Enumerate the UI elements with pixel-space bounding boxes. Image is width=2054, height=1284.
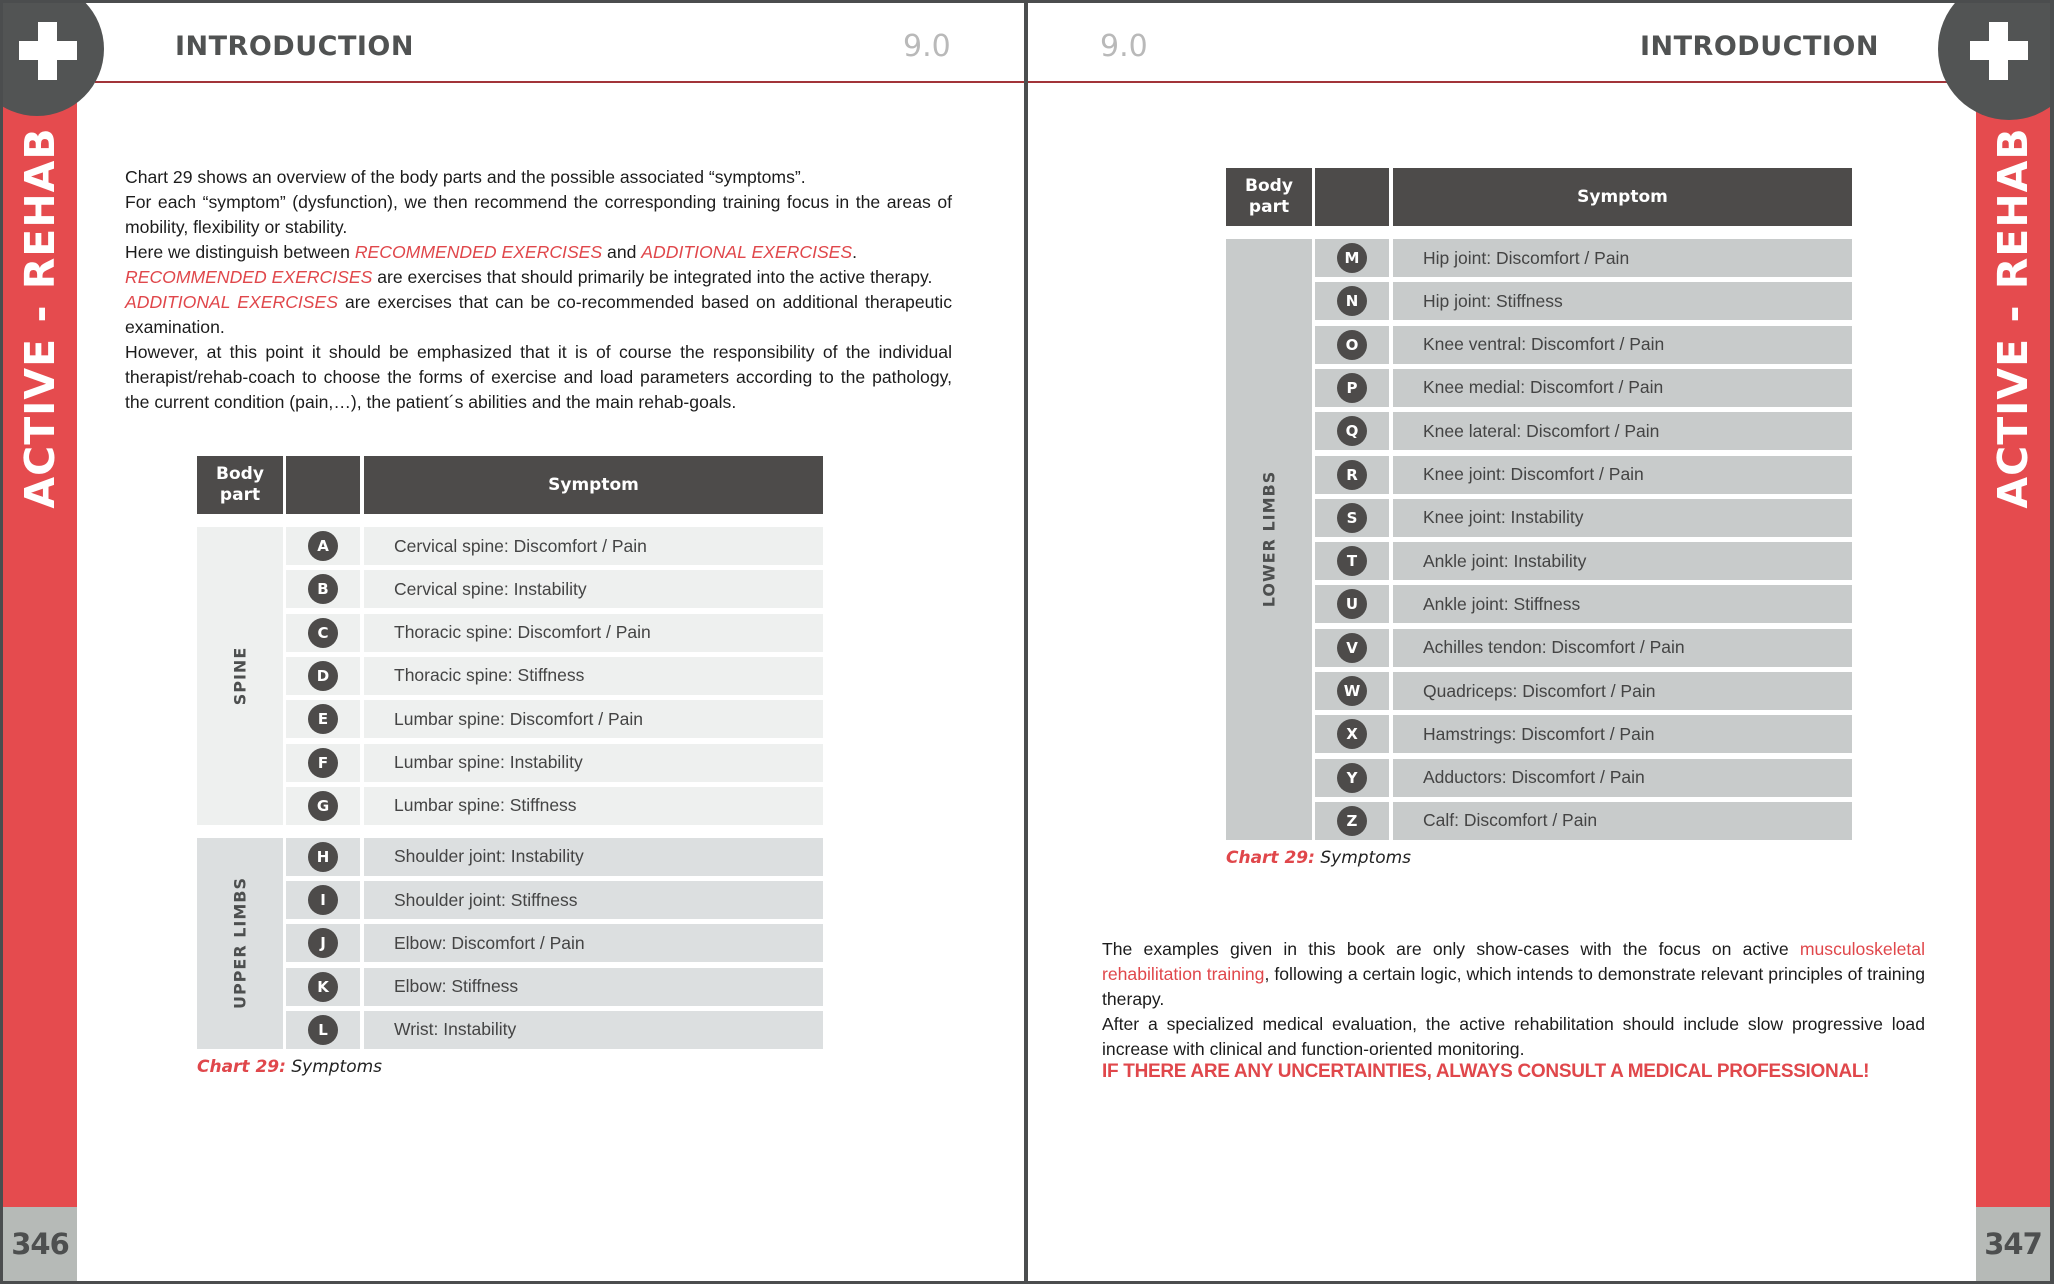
symptom-cell: Elbow: Discomfort / Pain — [364, 924, 823, 962]
caption-text: Symptoms — [285, 1057, 383, 1077]
table-row — [197, 924, 823, 962]
section-number: 9.0 — [903, 29, 951, 64]
letter-badge: Y — [1337, 763, 1367, 793]
table-row — [197, 700, 823, 738]
table-row — [197, 570, 823, 608]
letter-cell — [286, 657, 360, 695]
letter-cell — [286, 787, 360, 825]
text: Here we distinguish between — [125, 242, 355, 262]
additional-exercises-term: ADDITIONAL EXERCISES — [641, 242, 853, 262]
letter-badge: V — [1337, 633, 1367, 663]
letter-cell — [1315, 412, 1389, 450]
letter-badge: D — [308, 661, 338, 691]
symptom-cell: Hamstrings: Discomfort / Pain — [1393, 715, 1852, 753]
letter-cell — [286, 614, 360, 652]
paragraph — [125, 240, 952, 265]
table-row — [1226, 629, 1852, 667]
table-row — [1226, 239, 1852, 277]
caption-text: Symptoms — [1314, 847, 1412, 868]
symptom-cell: Knee ventral: Discomfort / Pain — [1393, 326, 1852, 364]
table-row — [1226, 802, 1852, 840]
section-title: INTRODUCTION — [175, 31, 414, 62]
letter-cell — [286, 1011, 360, 1049]
side-label: ACTIVE - REHAB — [1989, 127, 2037, 509]
letter-badge: J — [308, 928, 338, 958]
side-strip — [1976, 3, 2050, 1281]
symptom-cell: Shoulder joint: Stiffness — [364, 881, 823, 919]
symptom-cell: Wrist: Instability — [364, 1011, 823, 1049]
text: , following a certain logic, which intends to demonstrate relevant principles of training therapy. — [1102, 964, 1926, 1009]
letter-cell — [286, 527, 360, 565]
page-number: 346 — [3, 1207, 77, 1281]
paragraph: Chart 29 shows an overview of the body parts and the possible associated “symptoms”. — [125, 167, 806, 187]
letter-badge: I — [308, 885, 338, 915]
letter-cell — [1315, 542, 1389, 580]
letter-cell — [1315, 282, 1389, 320]
paragraph — [1102, 937, 1925, 1012]
table-row — [1226, 759, 1852, 797]
musculoskeletal-term: musculoskeletal rehabilitation training — [1102, 939, 1925, 984]
symptom-cell: Knee joint: Discomfort / Pain — [1393, 456, 1852, 494]
header-body-part: Body part — [1226, 168, 1312, 226]
letter-badge: W — [1337, 676, 1367, 706]
section-number: 9.0 — [1100, 29, 1148, 64]
letter-badge: T — [1337, 546, 1367, 576]
symptom-cell: Adductors: Discomfort / Pain — [1393, 759, 1852, 797]
side-strip — [3, 3, 77, 1281]
header-body-part: Body part — [197, 456, 283, 514]
text: and — [602, 242, 642, 262]
symptom-cell: Knee medial: Discomfort / Pain — [1393, 369, 1852, 407]
letter-cell — [1315, 802, 1389, 840]
text: . — [852, 242, 858, 262]
symptom-cell: Calf: Discomfort / Pain — [1393, 802, 1852, 840]
table-caption — [197, 1057, 382, 1077]
body-part-group — [1226, 239, 1852, 840]
header-letter — [1315, 168, 1389, 226]
symptom-cell: Shoulder joint: Instability — [364, 838, 823, 876]
recommended-exercises-term: RECOMMENDED EXERCISES — [354, 242, 603, 262]
table-row — [197, 1011, 823, 1049]
symptom-cell: Hip joint: Stiffness — [1393, 282, 1852, 320]
table-row — [1226, 456, 1852, 494]
table-row — [1226, 412, 1852, 450]
body-part-label: LOWER LIMBS — [1259, 471, 1279, 608]
page-number: 347 — [1976, 1207, 2050, 1281]
table-row — [1226, 542, 1852, 580]
symptom-cell: Achilles tendon: Discomfort / Pain — [1393, 629, 1852, 667]
letter-cell — [1315, 369, 1389, 407]
letter-cell — [1315, 239, 1389, 277]
symptom-cell: Ankle joint: Instability — [1393, 542, 1852, 580]
header-rule — [95, 81, 1024, 83]
letter-badge: O — [1337, 330, 1367, 360]
letter-badge: G — [308, 791, 338, 821]
recommended-exercises-term: RECOMMENDED EXERCISES — [125, 267, 373, 287]
letter-badge: N — [1337, 286, 1367, 316]
letter-badge: L — [308, 1015, 338, 1045]
table-caption — [1226, 848, 1411, 868]
paragraph: However, at this point it should be emphasized that it is of course the responsibility of the individual therapist/rehab-coach to choose the forms of exercise and load parameters according to the pathology, the current condition (pain,…), the patient´s abilities and the main rehab-goals. — [125, 342, 952, 412]
symptom-cell: Lumbar spine: Instability — [364, 744, 823, 782]
letter-badge: F — [308, 748, 338, 778]
header-rule — [1028, 81, 1978, 83]
table-row — [197, 614, 823, 652]
body-part-group — [197, 527, 823, 825]
table-row — [197, 881, 823, 919]
letter-badge: X — [1337, 719, 1367, 749]
letter-cell — [1315, 672, 1389, 710]
table-row — [197, 527, 823, 565]
header-symptom: Symptom — [1393, 168, 1852, 226]
symptom-cell: Knee lateral: Discomfort / Pain — [1393, 412, 1852, 450]
letter-cell — [1315, 326, 1389, 364]
right-page — [1028, 3, 2050, 1281]
letter-cell — [286, 924, 360, 962]
letter-badge: Z — [1337, 806, 1367, 836]
letter-badge: A — [308, 531, 338, 561]
warning-text: IF THERE ARE ANY UNCERTAINTIES, ALWAYS CONSULT A MEDICAL PROFESSIONAL! — [1102, 1061, 1870, 1082]
letter-cell — [1315, 759, 1389, 797]
symptom-cell: Hip joint: Discomfort / Pain — [1393, 239, 1852, 277]
table-row — [197, 657, 823, 695]
side-label: ACTIVE - REHAB — [16, 127, 64, 509]
paragraph: After a specialized medical evaluation, the active rehabilitation should include slow progressive load increase with clinical and function-oriented monitoring. — [1102, 1014, 1925, 1059]
additional-exercises-term: ADDITIONAL EXERCISES — [125, 292, 338, 312]
paragraph: For each “symptom” (dysfunction), we then recommend the corresponding training focus in the areas of mobility, flexibility or stability. — [125, 192, 952, 237]
symptom-cell: Elbow: Stiffness — [364, 968, 823, 1006]
symptom-cell: Cervical spine: Discomfort / Pain — [364, 527, 823, 565]
caption-label: Chart 29: — [197, 1057, 286, 1077]
letter-badge: R — [1337, 460, 1367, 490]
letter-cell — [286, 700, 360, 738]
plus-icon — [19, 22, 77, 80]
header-letter — [286, 456, 360, 514]
intro-text — [125, 165, 952, 415]
body-part-label: UPPER LIMBS — [230, 877, 250, 1010]
body-part-group — [197, 838, 823, 1049]
table-row — [197, 787, 823, 825]
text: are exercises that should primarily be integrated into the active therapy. — [372, 267, 933, 287]
table-row — [1226, 326, 1852, 364]
letter-cell — [286, 744, 360, 782]
table-row — [1226, 282, 1852, 320]
table-row — [1226, 499, 1852, 537]
symptom-cell: Ankle joint: Stiffness — [1393, 585, 1852, 623]
symptom-cell: Thoracic spine: Stiffness — [364, 657, 823, 695]
letter-cell — [286, 968, 360, 1006]
symptom-cell: Lumbar spine: Stiffness — [364, 787, 823, 825]
section-title: INTRODUCTION — [1640, 31, 1879, 62]
logo-circle — [1938, 3, 2050, 120]
plus-icon — [1970, 22, 2028, 80]
letter-badge: S — [1337, 503, 1367, 533]
table-row — [197, 968, 823, 1006]
symptom-cell: Lumbar spine: Discomfort / Pain — [364, 700, 823, 738]
header-symptom: Symptom — [364, 456, 823, 514]
letter-badge: H — [308, 842, 338, 872]
text: are exercises that can be co-recommended based on additional therapeutic examination. — [125, 292, 953, 337]
text: The examples given in this book are only show-cases with the focus on active — [1102, 939, 1800, 959]
letter-cell — [1315, 715, 1389, 753]
symptom-cell: Thoracic spine: Discomfort / Pain — [364, 614, 823, 652]
table-row — [197, 838, 823, 876]
table-row — [1226, 369, 1852, 407]
symptom-cell: Knee joint: Instability — [1393, 499, 1852, 537]
letter-badge: E — [308, 704, 338, 734]
table-row — [1226, 715, 1852, 753]
logo-circle — [3, 3, 104, 116]
body-part-label: SPINE — [230, 646, 250, 706]
letter-badge: P — [1337, 373, 1367, 403]
letter-badge: U — [1337, 589, 1367, 619]
letter-cell — [286, 838, 360, 876]
letter-cell — [1315, 499, 1389, 537]
letter-badge: B — [308, 574, 338, 604]
letter-cell — [1315, 456, 1389, 494]
table-row — [1226, 585, 1852, 623]
disclaimer-text — [1102, 937, 1925, 1062]
letter-cell — [1315, 629, 1389, 667]
left-page — [3, 3, 1024, 1281]
symptom-cell: Quadriceps: Discomfort / Pain — [1393, 672, 1852, 710]
letter-badge: C — [308, 618, 338, 648]
letter-cell — [286, 570, 360, 608]
letter-badge: M — [1337, 243, 1367, 273]
letter-badge: Q — [1337, 416, 1367, 446]
table-row — [1226, 672, 1852, 710]
paragraph — [125, 290, 952, 340]
letter-cell — [286, 881, 360, 919]
paragraph — [125, 265, 952, 290]
letter-badge: K — [308, 972, 338, 1002]
table-row — [197, 744, 823, 782]
caption-label: Chart 29: — [1226, 847, 1315, 868]
letter-cell — [1315, 585, 1389, 623]
symptom-cell: Cervical spine: Instability — [364, 570, 823, 608]
